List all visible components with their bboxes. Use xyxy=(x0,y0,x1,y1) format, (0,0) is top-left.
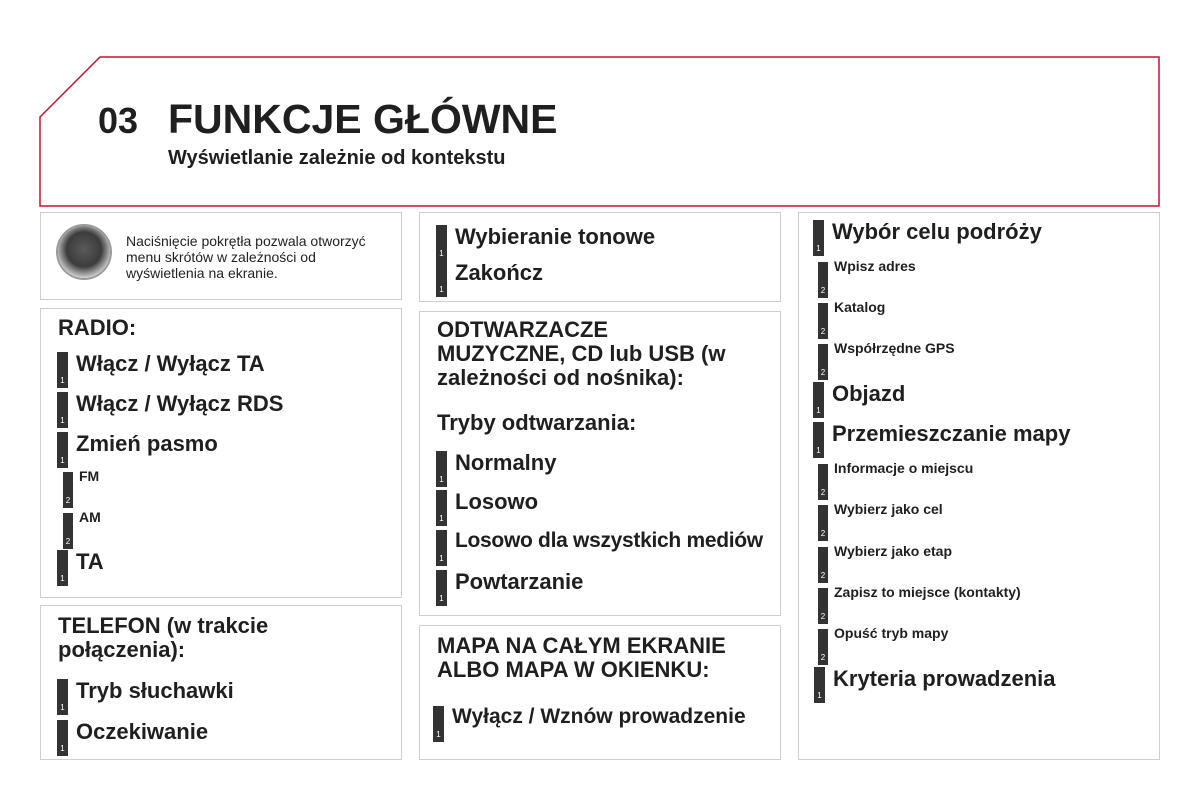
menu-item-label: Wybieranie tonowe xyxy=(455,224,656,249)
nav-item-destination[interactable] xyxy=(813,220,1042,256)
radio-item-am[interactable] xyxy=(63,509,101,549)
telefon-heading-line-1: TELEFON (w trakcie xyxy=(58,613,269,638)
menu-item-label: Zakończ xyxy=(455,260,544,285)
map-view-heading xyxy=(437,634,726,682)
level-1-marker: 1 xyxy=(436,530,447,566)
media-item-normal[interactable] xyxy=(436,451,556,487)
media-heading-line-3: zależności od nośnika): xyxy=(437,365,684,390)
menu-item-label: TA xyxy=(76,549,104,574)
level-2-marker: 2 xyxy=(818,464,828,500)
media-heading-line-2: MUZYCZNE, CD lub USB (w xyxy=(437,341,726,366)
menu-item-label: Zapisz to miejsce (kontakty) xyxy=(834,584,1021,600)
level-2-marker: 2 xyxy=(818,303,828,339)
level-2-marker: 2 xyxy=(818,629,828,665)
nav-item-directory[interactable] xyxy=(818,299,886,339)
radio-heading: RADIO: xyxy=(58,315,137,340)
level-1-marker: 1 xyxy=(813,220,824,256)
menu-item-label: Objazd xyxy=(832,381,906,406)
radio-item-ta[interactable] xyxy=(57,550,104,586)
level-1-marker: 1 xyxy=(436,570,447,606)
map-view-heading-line-2: ALBO MAPA W OKIENKU: xyxy=(437,657,710,682)
rotary-knob-icon xyxy=(58,226,110,278)
menu-item-label: Włącz / Wyłącz RDS xyxy=(76,391,284,416)
media-item-shuffle[interactable] xyxy=(436,490,538,526)
call-item-end[interactable] xyxy=(436,261,543,297)
level-1-marker: 1 xyxy=(436,261,447,297)
menu-item-label: Tryb słuchawki xyxy=(76,678,234,703)
menu-item-label: FM xyxy=(79,468,100,484)
menu-item-label: Wyłącz / Wznów prowadzenie xyxy=(452,705,746,728)
level-2-marker: 2 xyxy=(818,588,828,624)
level-1-marker: 1 xyxy=(436,451,447,487)
radio-item-rds-toggle[interactable] xyxy=(57,392,283,428)
menu-item-label: Zmień pasmo xyxy=(76,431,218,456)
nav-item-save-place[interactable] xyxy=(818,584,1021,624)
menu-item-label: Oczekiwanie xyxy=(76,719,209,744)
level-2-marker: 2 xyxy=(63,472,73,508)
menu-item-label: Wybierz jako cel xyxy=(834,501,943,517)
knob-note-text: Naciśnięcie pokrętła pozwala otworzyć menu skrótów w zależności od wyświetlenia na ekranie. xyxy=(126,233,366,281)
level-1-marker: 1 xyxy=(57,679,68,715)
menu-item-label: Losowo xyxy=(455,489,539,514)
media-heading xyxy=(437,318,725,390)
radio-item-change-band[interactable] xyxy=(57,432,218,468)
level-1-marker: 1 xyxy=(814,667,825,703)
level-2-marker: 2 xyxy=(818,505,828,541)
nav-item-gps[interactable] xyxy=(818,340,955,380)
media-item-repeat[interactable] xyxy=(436,570,583,606)
nav-item-set-stage[interactable] xyxy=(818,543,953,583)
level-1-marker: 1 xyxy=(813,422,824,458)
menu-item-label: Katalog xyxy=(834,299,886,315)
map-view-item-guidance[interactable] xyxy=(433,706,746,742)
level-2-marker: 2 xyxy=(63,513,73,549)
menu-item-label: Kryteria prowadzenia xyxy=(833,666,1056,691)
level-1-marker: 1 xyxy=(57,550,68,586)
telefon-heading xyxy=(58,614,268,662)
menu-item-label: Współrzędne GPS xyxy=(834,340,955,356)
menu-item-label: Losowo dla wszystkich mediów xyxy=(455,529,763,552)
level-1-marker: 1 xyxy=(57,720,68,756)
telefon-item-hold[interactable] xyxy=(57,720,208,756)
menu-item-label: Przemieszczanie mapy xyxy=(832,421,1071,446)
menu-item-label: Normalny xyxy=(455,450,557,475)
page-subtitle: Wyświetlanie zależnie od kontekstu xyxy=(168,147,506,169)
nav-item-exit-map[interactable] xyxy=(818,625,949,665)
nav-item-move-map[interactable] xyxy=(813,422,1070,458)
menu-item-label: Informacje o miejscu xyxy=(834,460,974,476)
menu-item-label: Powtarzanie xyxy=(455,569,584,594)
menu-item-label: AM xyxy=(79,509,101,525)
telefon-heading-line-2: połączenia): xyxy=(58,637,186,662)
level-1-marker: 1 xyxy=(57,352,68,388)
menu-item-label: Wpisz adres xyxy=(834,258,916,274)
level-1-marker: 1 xyxy=(436,490,447,526)
play-modes-label: Tryby odtwarzania: xyxy=(437,410,637,435)
level-2-marker: 2 xyxy=(818,547,828,583)
nav-item-place-info[interactable] xyxy=(818,460,974,500)
nav-item-set-destination[interactable] xyxy=(818,501,943,541)
radio-item-ta-toggle[interactable] xyxy=(57,352,265,388)
radio-item-fm[interactable] xyxy=(63,468,100,508)
telefon-item-handset[interactable] xyxy=(57,679,234,715)
chapter-number: 03 xyxy=(98,100,139,141)
level-1-marker: 1 xyxy=(57,432,68,468)
nav-item-guidance-criteria[interactable] xyxy=(814,667,1056,703)
menu-item-label: Wybierz jako etap xyxy=(834,543,953,559)
level-2-marker: 2 xyxy=(818,344,828,380)
menu-item-label: Włącz / Wyłącz TA xyxy=(76,351,265,376)
level-1-marker: 1 xyxy=(433,706,444,742)
media-item-shuffle-all[interactable] xyxy=(436,530,763,566)
call-item-dtmf[interactable] xyxy=(436,225,655,261)
nav-item-enter-address[interactable] xyxy=(818,258,916,298)
media-heading-line-1: ODTWARZACZE xyxy=(437,317,609,342)
menu-item-label: Opuść tryb mapy xyxy=(834,625,949,641)
level-1-marker: 1 xyxy=(436,225,447,261)
map-view-heading-line-1: MAPA NA CAŁYM EKRANIE xyxy=(437,633,726,658)
nav-item-detour[interactable] xyxy=(813,382,905,418)
level-1-marker: 1 xyxy=(813,382,824,418)
level-2-marker: 2 xyxy=(818,262,828,298)
level-1-marker: 1 xyxy=(57,392,68,428)
page-title: FUNKCJE GŁÓWNE xyxy=(168,96,558,142)
menu-item-label: Wybór celu podróży xyxy=(832,219,1042,244)
